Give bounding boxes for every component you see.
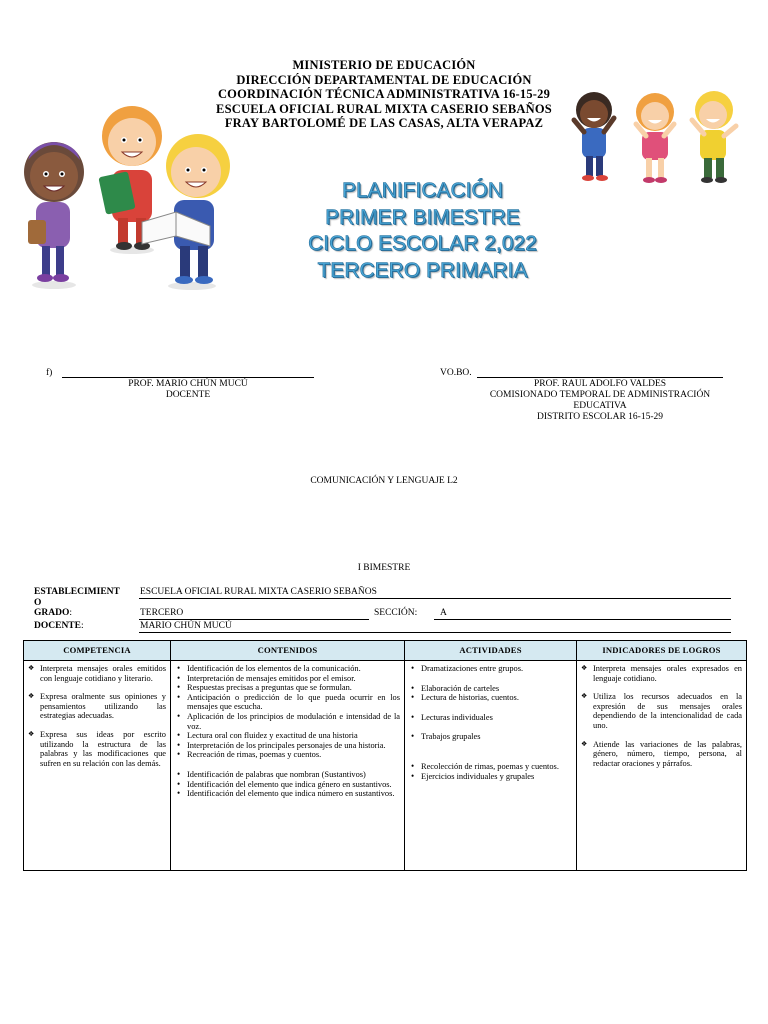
header-indicadores: INDICADORES DE LOGROS xyxy=(577,641,747,661)
contenido-item: • Identificación de los elementos de la comunicación. xyxy=(175,664,400,674)
header-ministry: MINISTERIO DE EDUCACIÓN xyxy=(292,58,476,72)
seccion-underline xyxy=(434,619,731,620)
commissioner-name: PROF. RAUL ADOLFO VALDES xyxy=(533,379,667,389)
contenido-item: • Interpretación de mensajes emitidos por el emisor. xyxy=(175,674,400,684)
competencia-item: ❖ Expresa oralmente sus opiniones y pensamientos utilizando las estrategias adecuadas. xyxy=(28,692,166,721)
commissioner-role-2: EDUCATIVA xyxy=(573,401,627,411)
signature-line-teacher xyxy=(62,377,314,378)
indicadores-cell xyxy=(577,661,747,871)
grado-underline xyxy=(139,619,369,620)
children-reading-illustration xyxy=(14,100,242,292)
actividad-item: • Elaboración de carteles xyxy=(409,684,572,694)
competencia-item: ❖ Expresa sus ideas por escrito utilizando la estructura de las palabras y las modificaciones que sufren en su relación con las demás. xyxy=(28,730,166,768)
title-line-ciclo: CICLO ESCOLAR 2,022 xyxy=(308,232,537,255)
seccion-value: A xyxy=(440,608,447,618)
contenido-item: • Aplicación de los principios de modulación e intensidad de la voz. xyxy=(175,712,400,731)
indicador-item: ❖ Utiliza los recursos adecuados en la expresión de sus mensajes orales dependiendo de la intencionalidad de cada uno. xyxy=(581,692,742,730)
signature-prefix-f: f) xyxy=(46,368,53,378)
contenido-item: • Identificación del elemento que indica número en sustantivos. xyxy=(175,789,400,799)
bimestre-title: I BIMESTRE xyxy=(357,563,411,573)
contenidos-cell xyxy=(171,661,405,871)
signature-commissioner-block xyxy=(470,379,730,423)
docente-underline xyxy=(139,632,731,633)
contenido-item: • Identificación de palabras que nombran (Sustantivos) xyxy=(175,770,400,780)
actividad-item: • Ejercicios individuales y grupales xyxy=(409,772,572,782)
actividad-item: • Recolección de rimas, poemas y cuentos. xyxy=(409,762,572,772)
actividad-item: • Dramatizaciones entre grupos. xyxy=(409,664,572,674)
competencia-item: ❖ Interpreta mensajes orales emitidos con lenguaje cotidiano y literario. xyxy=(28,664,166,683)
contenido-item: • Respuestas precisas a preguntas que se formulan. xyxy=(175,683,400,693)
header-coordination: COORDINACIÓN TÉCNICA ADMINISTRATIVA 16-15-29 xyxy=(217,87,551,101)
contenido-item: • Recreación de rimas, poemas y cuentos. xyxy=(175,750,400,760)
seccion-label: SECCIÓN: xyxy=(374,608,418,618)
contenido-item: • Lectura oral con fluidez y exactitud de una historia xyxy=(175,731,400,741)
header-actividades: ACTIVIDADES xyxy=(405,641,577,661)
actividad-item: • Lecturas individuales xyxy=(409,713,572,723)
title-line-grado: TERCERO PRIMARIA xyxy=(317,258,528,282)
header-direction: DIRECCIÓN DEPARTAMENTAL DE EDUCACIÓN xyxy=(236,72,532,87)
docente-label: DOCENTE: xyxy=(34,621,84,631)
header-location: FRAY BARTOLOMÉ DE LAS CASAS, ALTA VERAPAZ xyxy=(224,116,544,130)
header-school: ESCUELA OFICIAL RURAL MIXTA CASERIO SEBAÑOS xyxy=(216,101,552,116)
planning-title xyxy=(250,178,595,284)
actividades-cell xyxy=(405,661,577,871)
actividad-item: • Lectura de historias, cuentos. xyxy=(409,693,572,703)
header-competencia: COMPETENCIA xyxy=(24,641,171,661)
commissioner-role-1: COMISIONADO TEMPORAL DE ADMINISTRACIÓN xyxy=(489,390,711,400)
indicador-item: ❖ Interpreta mensajes orales expresados en lenguaje cotidiano. xyxy=(581,664,742,683)
grado-label: GRADO: xyxy=(34,608,73,618)
children-jumping-illustration xyxy=(566,90,754,192)
teacher-role: DOCENTE xyxy=(165,390,211,400)
table-header-row xyxy=(24,641,747,661)
contenido-item: • Interpretación de los principales personajes de una historia. xyxy=(175,741,400,751)
signature-prefix-vobo: VO.BO. xyxy=(440,368,472,378)
indicador-item: ❖ Atiende las variaciones de las palabras, género, número, tiempo, persona, al redactar oraciones y párrafos. xyxy=(581,740,742,769)
title-line-bimestre: PRIMER BIMESTRE xyxy=(325,205,520,229)
signature-teacher-block xyxy=(62,379,314,401)
teacher-name: PROF. MARIO CHÚN MUCÚ xyxy=(128,379,248,389)
actividad-item: • Trabajos grupales xyxy=(409,732,572,742)
header-contenidos: CONTENIDOS xyxy=(171,641,405,661)
docente-value: MARIO CHÚN MUCÚ xyxy=(140,621,232,631)
title-line-planificacion: PLANIFICACIÓN xyxy=(341,179,504,202)
planning-table xyxy=(23,640,747,871)
establecimiento-value: ESCUELA OFICIAL RURAL MIXTA CASERIO SEBAÑOS xyxy=(140,587,377,597)
establecimiento-underline xyxy=(139,598,731,599)
commissioner-role-3: DISTRITO ESCOLAR 16-15-29 xyxy=(537,412,663,422)
competencia-cell xyxy=(24,661,171,871)
contenido-item: • Identificación del elemento que indica género en sustantivos. xyxy=(175,780,400,790)
subject-title: COMUNICACIÓN Y LENGUAJE L2 xyxy=(310,476,458,486)
contenido-item: • Anticipación o predicción de lo que pueda ocurrir en los mensajes que escucha. xyxy=(175,693,400,712)
grado-value: TERCERO xyxy=(140,608,184,618)
signature-line-commissioner xyxy=(477,377,723,378)
establecimiento-label: ESTABLECIMIENT O xyxy=(34,587,120,608)
table-row xyxy=(24,661,747,871)
